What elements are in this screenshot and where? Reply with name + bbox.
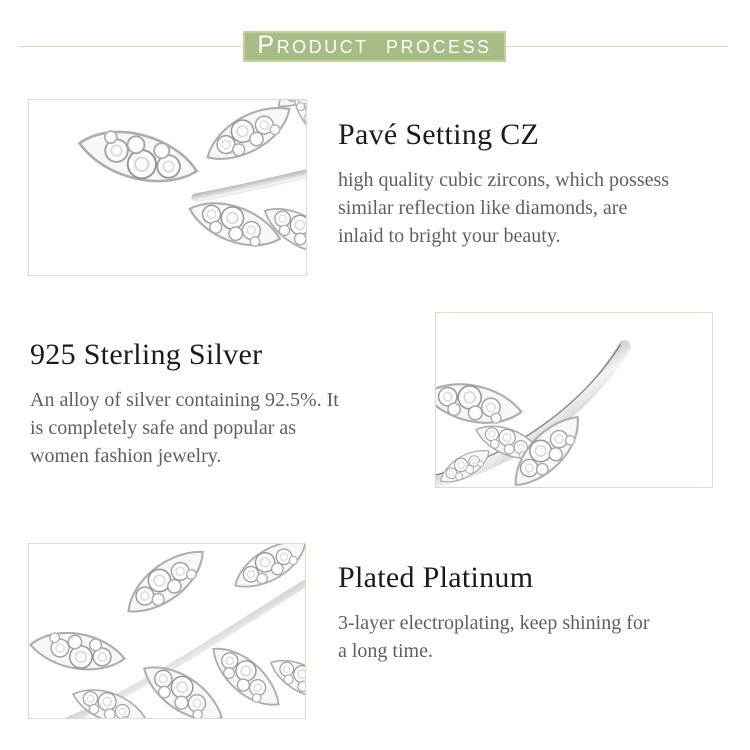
body-line: high quality cubic zircons, which possess bbox=[338, 169, 670, 191]
body-line: inlaid to bright your beauty. bbox=[338, 225, 561, 247]
body-line: similar reflection like diamonds, are bbox=[338, 197, 628, 219]
photo-sterling-silver bbox=[435, 312, 713, 488]
section-title: Plated Platinum bbox=[338, 561, 534, 594]
body-line: a long time. bbox=[338, 640, 433, 662]
body-line: An alloy of silver containing 92.5%. It bbox=[30, 389, 339, 411]
section-body bbox=[338, 166, 743, 250]
header-badge bbox=[243, 31, 506, 62]
body-line: is completely safe and popular as bbox=[30, 417, 297, 439]
section-body bbox=[30, 386, 435, 470]
section-plated-platinum bbox=[338, 559, 746, 665]
header-title: Product process bbox=[257, 31, 492, 59]
section-925-sterling-silver bbox=[30, 336, 435, 470]
body-line: 3-layer electroplating, keep shining for bbox=[338, 612, 650, 634]
leaf-branch-illustration-1 bbox=[29, 100, 306, 275]
body-line: women fashion jewelry. bbox=[30, 445, 222, 467]
section-body bbox=[338, 609, 746, 665]
photo-pave-setting-cz bbox=[28, 99, 307, 276]
section-title: Pavé Setting CZ bbox=[338, 118, 540, 151]
section-title: 925 Sterling Silver bbox=[30, 338, 263, 371]
photo-plated-platinum bbox=[28, 543, 306, 719]
leaf-branch-illustration-2 bbox=[436, 313, 712, 487]
leaf-branch-illustration-3 bbox=[29, 544, 305, 718]
section-pave-setting-cz bbox=[338, 116, 743, 250]
